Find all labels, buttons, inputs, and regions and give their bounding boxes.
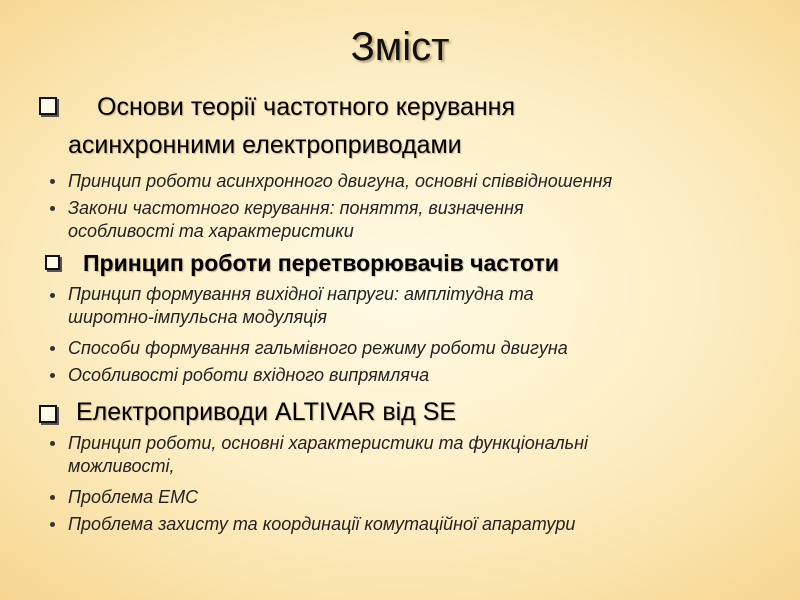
dot-bullet-icon (50, 293, 55, 298)
section-3-item-2: Проблема ЕМС (68, 487, 199, 507)
section-2-item-3: Особливості роботи вхідного випрямляча (68, 365, 430, 385)
slide-title: Зміст (350, 25, 450, 69)
section-2-item-1-line-1: Принцип формування вихідної напруги: амплітудна та (68, 284, 534, 304)
section-2-heading: Принцип роботи перетворювачів частоти (83, 250, 559, 276)
checkbox-bullet-icon (39, 405, 57, 423)
section-2-item-1-line-2: широтно-імпульсна модуляція (68, 307, 328, 327)
section-1-heading-line-1: Основи теорії частотного керування (97, 93, 516, 121)
section-3-item-1-line-2: можливості, (68, 456, 175, 476)
section-3-item-3: Проблема захисту та координації комутаційної апаратури (68, 514, 576, 534)
checkbox-bullet-icon (45, 255, 60, 270)
section-1-item-2-line-2: особливості та характеристики (68, 221, 354, 241)
dot-bullet-icon (50, 522, 55, 527)
section-3-item-1-line-1: Принцип роботи, основні характеристики та функціональні (68, 433, 589, 453)
section-1-heading-line-2: асинхронними електроприводами (68, 131, 462, 159)
section-3-heading: Електроприводи ALTIVAR від SE (76, 398, 457, 426)
section-1-item-2-line-1: Закони частотного керування: поняття, визначення (68, 198, 524, 218)
checkbox-bullet-icon (39, 97, 57, 115)
section-2-item-2: Способи формування гальмівного режиму роботи двигуна (68, 338, 568, 358)
dot-bullet-icon (50, 373, 55, 378)
dot-bullet-icon (50, 441, 55, 446)
dot-bullet-icon (50, 206, 55, 211)
dot-bullet-icon (50, 346, 55, 351)
dot-bullet-icon (50, 179, 55, 184)
section-1-item-1: Принцип роботи асинхронного двигуна, основні співвідношення (68, 171, 613, 191)
dot-bullet-icon (50, 495, 55, 500)
